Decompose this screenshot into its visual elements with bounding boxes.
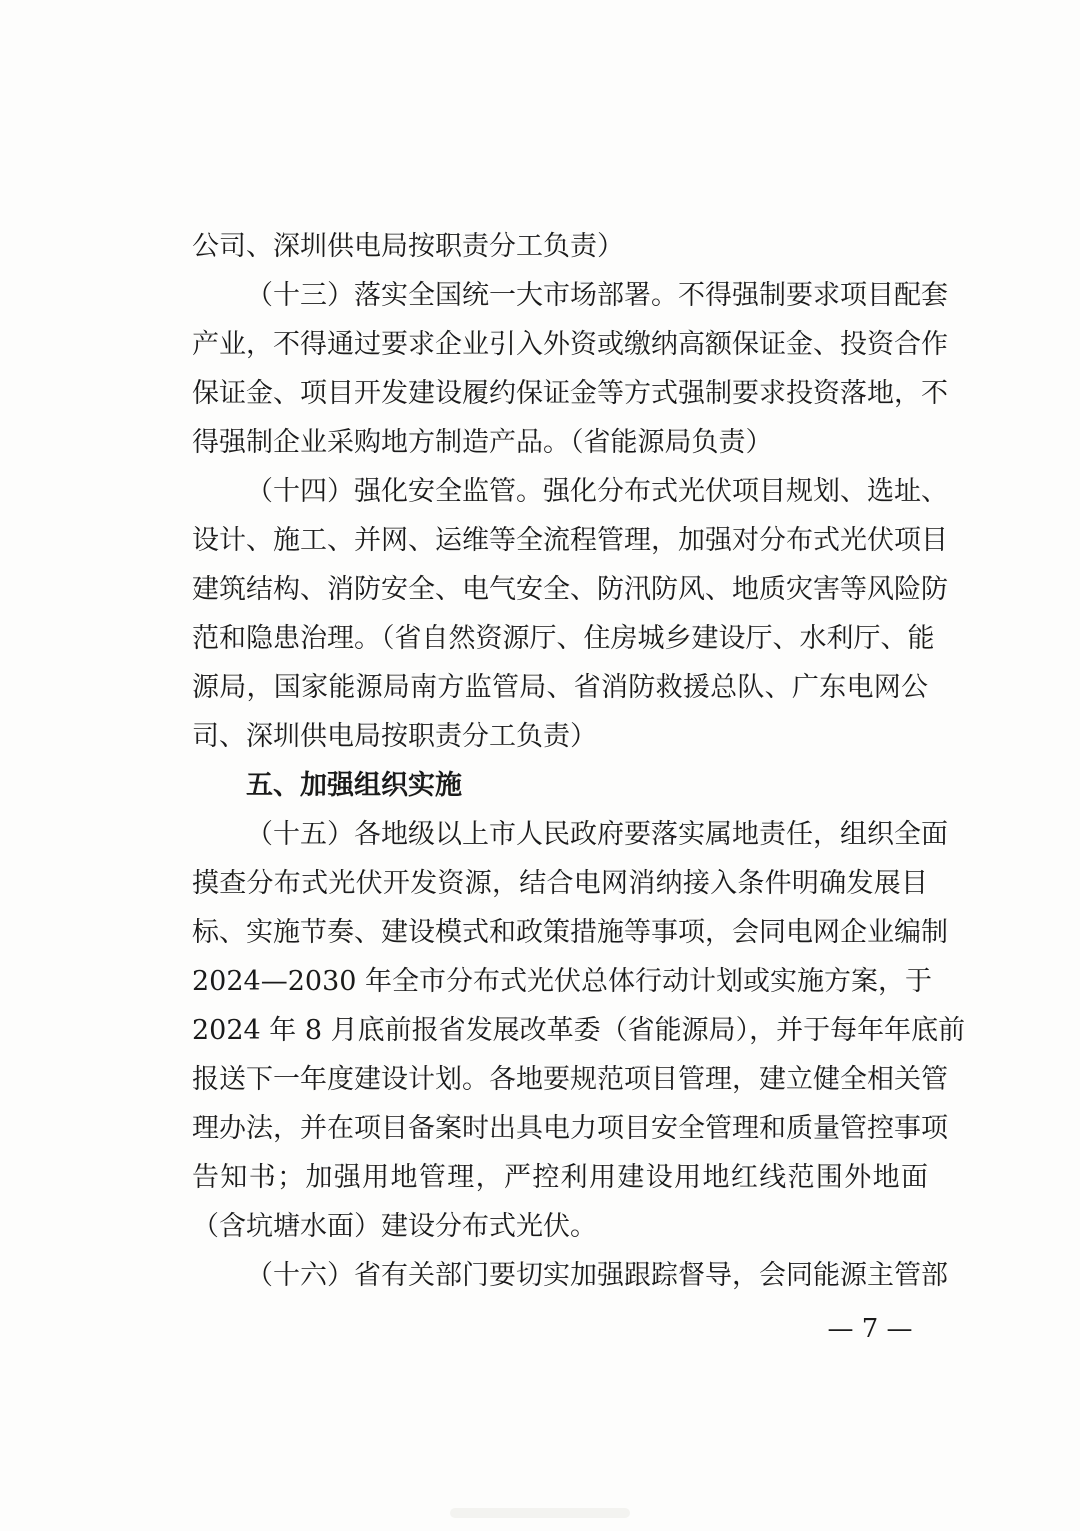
body-text (192, 222, 966, 1300)
text-line: （十四）强化安全监管。强化分布式光伏项目规划、选址、 (246, 476, 948, 507)
text-line: 报送下一年度建设计划。各地要规范项目管理，建立健全相关管 (192, 1064, 948, 1095)
text-line: 理办法，并在项目备案时出具电力项目安全管理和质量管控事项 (192, 1113, 948, 1144)
text-line: （十三）落实全国统一大市场部署。不得强制要求项目配套 (246, 280, 948, 311)
text-line: 产业，不得通过要求企业引入外资或缴纳高额保证金、投资合作 (192, 329, 948, 360)
text-line: 告知书；加强用地管理，严控利用建设用地红线范围外地面 (192, 1162, 928, 1193)
text-line: 设计、施工、并网、运维等全流程管理，加强对分布式光伏项目 (192, 525, 948, 556)
text-line: 得强制企业采购地方制造产品。（省能源局负责） (192, 427, 773, 458)
text-line: （十五）各地级以上市人民政府要落实属地责任，组织全面 (246, 819, 948, 850)
text-line: （十六）省有关部门要切实加强跟踪督导，会同能源主管部 (246, 1260, 948, 1291)
section-heading: 五、加强组织实施 (246, 770, 462, 801)
text-line: （含坑塘水面）建设分布式光伏。 (192, 1211, 597, 1242)
scan-artifact (450, 1508, 630, 1518)
text-line: 范和隐患治理。（省自然资源厅、住房城乡建设厅、水利厅、能 (192, 623, 935, 654)
text-line: 保证金、项目开发建设履约保证金等方式强制要求投资落地，不 (192, 378, 948, 409)
text-line: 源局，国家能源局南方监管局、省消防救援总队、广东电网公 (192, 672, 928, 703)
text-line: 司、深圳供电局按职责分工负责） (192, 721, 597, 752)
text-line: 2024—2030 年全市分布式光伏总体行动计划或实施方案，于 (192, 966, 933, 997)
text-line: 公司、深圳供电局按职责分工负责） (192, 231, 624, 262)
text-line: 摸查分布式光伏开发资源，结合电网消纳接入条件明确发展目 (192, 868, 928, 899)
page-number: — 7 — (827, 1314, 913, 1344)
text-line: 标、实施节奏、建设模式和政策措施等事项，会同电网企业编制 (192, 917, 948, 948)
text-line: 2024 年 8 月底前报省发展改革委（省能源局），并于每年年底前 (192, 1015, 966, 1046)
text-line: 建筑结构、消防安全、电气安全、防汛防风、地质灾害等风险防 (192, 574, 948, 605)
